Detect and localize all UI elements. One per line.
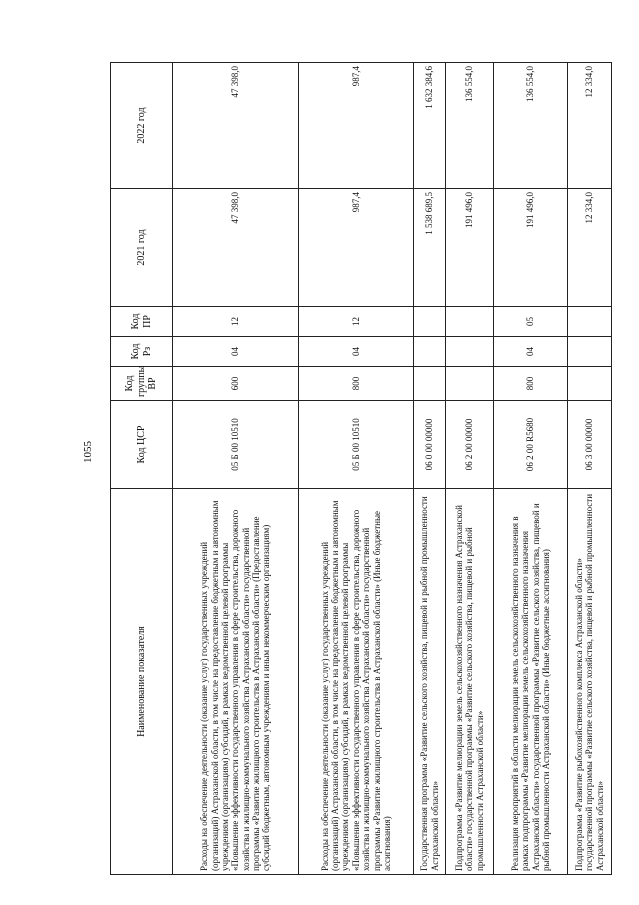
header-vr: Код группы ВР [111,367,173,401]
row-vr: 600 [173,367,299,401]
table-row [568,63,612,875]
row-rz: 04 [494,337,568,367]
row-pr [414,307,446,337]
row-csr: 06 2 00 R5680 [494,401,568,489]
row-csr: 06 3 00 00000 [568,401,612,489]
row-name: Расходы на обеспечение деятельности (оказание услуг) государственных учреждений (организаций) Астраханской области, в том числе на предоставление бюджетным и автономным учреждениям (организациям) субсидий, в рамках ведомственной целевой программы «Повышение эффективности государственного управления в сфере строительства, дорожного хозяйства и жилищно-коммунального хозяйства Астраханской области» государственной программы «Развитие жилищного строительства в Астраханской области» (Иные бюджетные ассигнования) [299,489,414,875]
row-rz [414,337,446,367]
header-pr: Код ПР [111,307,173,337]
row-csr: 05 Б 00 10510 [299,401,414,489]
row-rz [446,337,494,367]
page-number: 1055 [82,441,94,463]
table-row [446,63,494,875]
row-2022: 987,4 [299,63,414,189]
row-name: Подпрограмма «Развитие мелиорации земель сельскохозяйственного назначения Астраханской области» государственной программы «Развитие сельского хозяйства, пищевой и рыбной промышленности Астраханской области» [446,489,494,875]
row-pr [446,307,494,337]
header-name: Наименование показателя [111,489,173,875]
row-2021: 191 496,0 [494,189,568,307]
row-vr: 800 [494,367,568,401]
row-2022: 136 554,0 [494,63,568,189]
row-csr: 05 Б 00 10510 [173,401,299,489]
row-rz [568,337,612,367]
budget-table [110,62,612,875]
row-2021: 47 398,0 [173,189,299,307]
header-rz: Код Рз [111,337,173,367]
row-pr: 05 [494,307,568,337]
table-row [494,63,568,875]
row-vr [414,367,446,401]
row-csr: 06 0 00 00000 [414,401,446,489]
row-2021: 1 538 689,5 [414,189,446,307]
row-name: Расходы на обеспечение деятельности (оказание услуг) государственных учреждений (организаций) Астраханской области, в том числе на предоставление бюджетным и автономным учреждениям (организациям) субсидий, в рамках ведомственной целевой программы «Повышение эффективности государственного управления в сфере строительства, дорожного хозяйства и жилищно-коммунального хозяйства Астраханской области» государственной программы «Развитие жилищного строительства в Астраханской области» (Предоставление субсидий бюджетным, автономным учреждениям и иным некоммерческим организациям) [173,489,299,875]
table-row [299,63,414,875]
row-vr: 800 [299,367,414,401]
row-pr: 12 [173,307,299,337]
row-2022: 47 398,0 [173,63,299,189]
row-rz: 04 [173,337,299,367]
row-2022: 136 554,0 [446,63,494,189]
row-name: Государственная программа «Развитие сельского хозяйства, пищевой и рыбной промышленности Астраханской области» [414,489,446,875]
header-row [111,63,173,875]
header-csr: Код ЦСР [111,401,173,489]
row-vr [568,367,612,401]
row-name: Подпрограмма «Развитие рыбохозяйственного комплекса Астраханской области» государственной программы «Развитие сельского хозяйства, пищевой и рыбной промышленности Астраханской области» [568,489,612,875]
row-rz: 04 [299,337,414,367]
header-2022: 2022 год [111,63,173,189]
row-2021: 987,4 [299,189,414,307]
header-2021: 2021 год [111,189,173,307]
row-csr: 06 2 00 00000 [446,401,494,489]
row-pr: 12 [299,307,414,337]
row-2021: 12 334,0 [568,189,612,307]
row-2021: 191 496,0 [446,189,494,307]
table-row [414,63,446,875]
row-pr [568,307,612,337]
table-row [173,63,299,875]
row-2022: 12 334,0 [568,63,612,189]
row-vr [446,367,494,401]
row-2022: 1 632 384,6 [414,63,446,189]
rotated-table-container [110,63,605,875]
row-name: Реализация мероприятий в области мелиорации земель сельскохозяйственного назначения в рамках подпрограммы «Развитие мелиорации земель сельскохозяйственного назначения Астраханской области» государственной программы «Развитие сельского хозяйства, пищевой и рыбной промышленности Астраханской области» (Иные бюджетные ассигнования) [494,489,568,875]
